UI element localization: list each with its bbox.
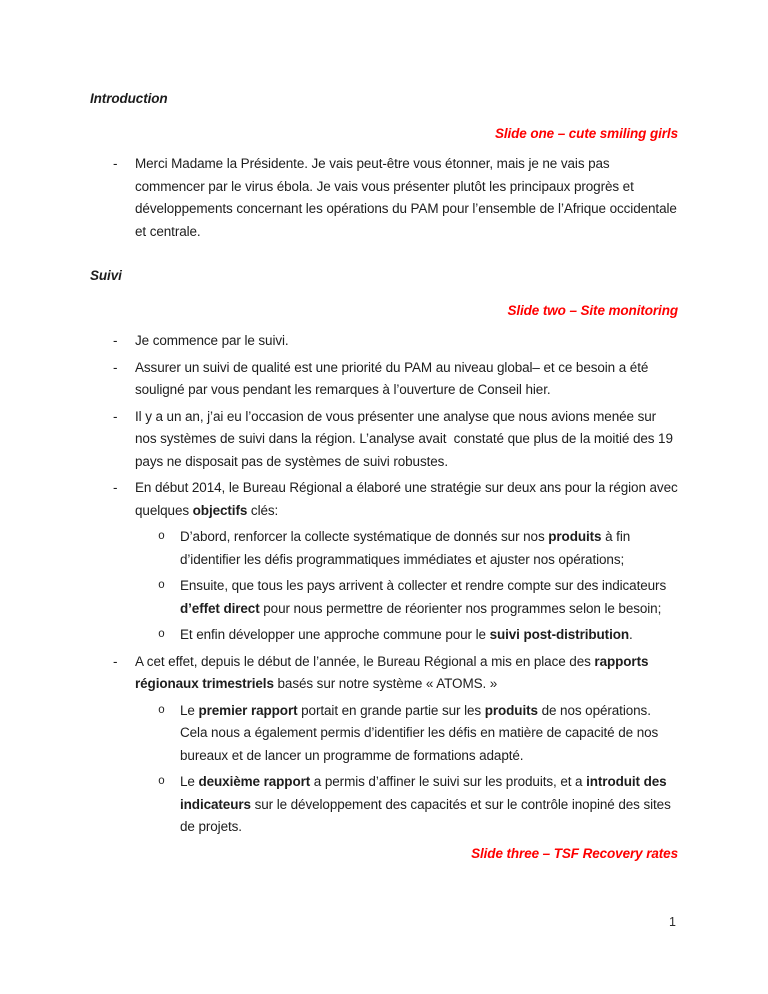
circle-marker: o — [158, 628, 165, 641]
bullet-item — [90, 477, 682, 522]
slide-cue: Slide one – cute smiling girls — [494, 125, 678, 141]
bullet-item — [90, 357, 678, 402]
paragraph-text: Merci Madame la Présidente. Je vais peut-être vous étonner, mais je ne vais pas commencer par le virus ébola. Je vais vous présenter plutôt les principaux progrès et développements concernant les opérations du PAM pour l’ensemble de l’Afrique occidentale et centrale. — [135, 156, 681, 239]
circle-marker: o — [158, 703, 165, 717]
sub-bullet-item — [90, 624, 678, 647]
dash-marker: - — [113, 156, 118, 171]
sub-bullet-item — [90, 526, 678, 571]
bullet-item — [90, 330, 678, 353]
dash-marker: - — [113, 653, 118, 669]
dash-marker: - — [113, 333, 118, 348]
sub-bullet-item — [90, 575, 678, 620]
dash-marker: - — [113, 359, 118, 375]
paragraph-text: Et enfin développer une approche commune pour le suivi post-distribution. — [180, 627, 633, 642]
paragraph-text: D’abord, renforcer la collecte systématique de donnés sur nos produits à fin d’identifier les défis programmatiques immédiates et ajuster nos opérations; — [180, 529, 634, 567]
slide-cue: Slide three – TSF Recovery rates — [471, 845, 678, 861]
bullet-item — [90, 153, 681, 243]
document-body — [90, 88, 682, 865]
bullet-item — [90, 406, 678, 474]
paragraph-text: Il y a un an, j’ai eu l’occasion de vous présenter une analyse que nous avions menée sur nos systèmes de suivi dans la région. L’analyse avait constaté que plus de la moitié des 19 pays ne disposait pas de systèmes de suivi robustes. — [135, 408, 677, 469]
paragraph-text: Le deuxième rapport a permis d’affiner le suivi sur les produits, et a introduit des indicateurs sur le développement des capacités et sur le contrôle inopiné des sites de projets. — [180, 774, 675, 834]
paragraph-text: En début 2014, le Bureau Régional a élaboré une stratégie sur deux ans pour la région avec quelques objectifs clés: — [135, 480, 682, 518]
dash-marker: - — [113, 408, 118, 424]
dash-marker: - — [113, 480, 118, 495]
paragraph-text: Ensuite, que tous les pays arrivent à collecter et rendre compte sur des indicateurs d’effet direct pour nous permettre de réorienter nos programmes selon le besoin; — [180, 578, 670, 616]
paragraph-text: Le premier rapport portait en grande partie sur les produits de nos opérations. Cela nous a également permis d’identifier les défis en matière de capacité de nos bureaux et de lancer un programme de formations adapté. — [180, 702, 662, 763]
paragraph-text: Assurer un suivi de qualité est une priorité du PAM au niveau global– et ce besoin a été souligné par vous pendant les remarques à l’ouverture de Conseil hier. — [135, 359, 652, 397]
bullet-item — [90, 651, 678, 696]
sub-bullet-item — [90, 700, 678, 768]
sub-bullet-item — [90, 771, 678, 839]
slide-cue: Slide two – Site monitoring — [507, 302, 678, 318]
paragraph-text: Je commence par le suivi. — [135, 333, 289, 348]
page-number: 1 — [669, 915, 676, 929]
circle-marker: o — [158, 530, 165, 543]
section-heading: Introduction — [90, 91, 168, 106]
section-heading: Suivi — [90, 268, 122, 283]
circle-marker: o — [158, 579, 165, 592]
circle-marker: o — [158, 775, 165, 788]
paragraph-text: A cet effet, depuis le début de l’année, le Bureau Régional a mis en place des rapports régionaux trimestriels basés sur notre système « ATOMS. » — [135, 653, 653, 691]
